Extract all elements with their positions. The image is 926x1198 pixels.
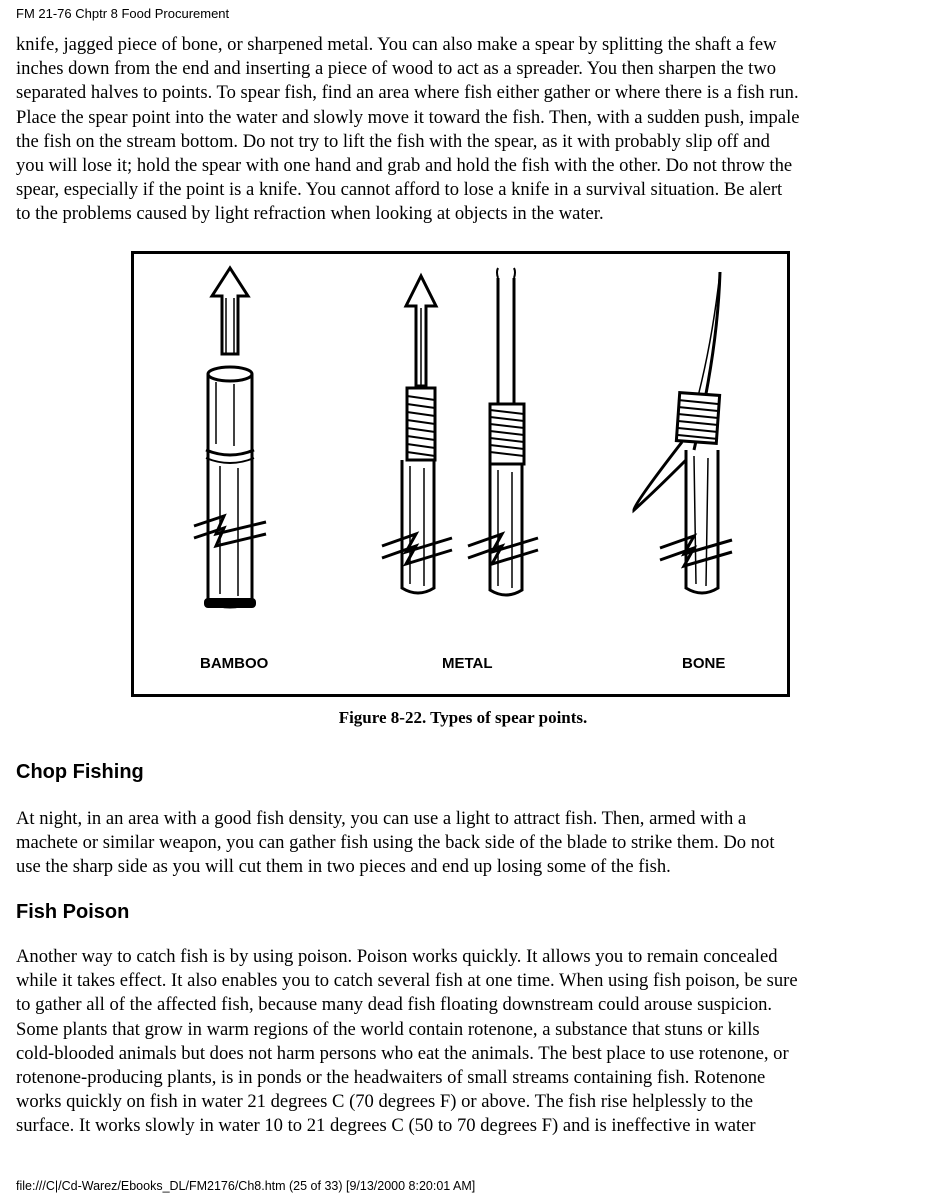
text-line: to gather all of the affected fish, because many dead fish floating downstream could arouse suspicion.: [16, 994, 773, 1016]
text-line: separated halves to points. To spear fish, find an area where fish either gather or where there is a fish run.: [16, 82, 799, 104]
text-line: At night, in an area with a good fish density, you can use a light to attract fish. Then, armed with a: [16, 808, 747, 829]
text-line: Place the spear point into the water and slowly move it toward the fish. Then, with a sudden push, impale: [16, 106, 800, 128]
label-bamboo: BAMBOO: [200, 655, 269, 672]
text-line: knife, jagged piece of bone, or sharpened metal. You can also make a spear by splitting the shaft a few: [16, 34, 777, 55]
spear-points-illustration: [134, 254, 787, 694]
text-line: while it takes effect. It also enables you to catch several fish at one time. When using fish poison, be sure: [16, 970, 798, 992]
page-header: FM 21-76 Chptr 8 Food Procurement: [16, 6, 230, 21]
text-line: use the sharp side as you will cut them in two pieces and end up losing some of the fish.: [16, 856, 671, 878]
text-line: Some plants that grow in warm regions of the world contain rotenone, a substance that stuns or kills: [16, 1018, 760, 1040]
text-line: Another way to catch fish is by using poison. Poison works quickly. It allows you to remain concealed: [16, 946, 778, 967]
paragraph-chop-fishing: [16, 807, 914, 880]
figure-caption: Figure 8-22. Types of spear points.: [338, 708, 588, 727]
heading-chop-fishing: Chop Fishing: [16, 761, 144, 783]
text-line: the fish on the stream bottom. Do not try to lift the fish with the spear, as it with probably slip off and: [16, 130, 770, 152]
text-line: you will lose it; hold the spear with one hand and grab and hold the fish with the other. Do not throw the: [16, 155, 793, 177]
heading-fish-poison: Fish Poison: [16, 901, 130, 923]
text-line: cold-blooded animals but does not harm persons who eat the animals. The best place to use rotenone, or: [16, 1042, 789, 1064]
text-line: rotenone-producing plants, is in ponds or the headwaiters of small streams containing fish. Rotenone: [16, 1067, 766, 1089]
paragraph-spear-fishing: [16, 33, 914, 227]
label-bone: BONE: [682, 655, 726, 672]
text-line: surface. It works slowly in water 10 to 21 degrees C (50 to 70 degrees F) and is ineffective in water: [16, 1115, 756, 1137]
page-footer: file:///C|/Cd-Warez/Ebooks_DL/FM2176/Ch8.htm (25 of 33) [9/13/2000 8:20:01 AM]: [16, 1179, 476, 1193]
label-metal: METAL: [442, 655, 493, 672]
spear-points-figure: [131, 251, 790, 697]
text-line: inches down from the end and inserting a piece of wood to act as a spreader. You then sharpen the two: [16, 58, 777, 80]
metal-spear-drawing: [382, 268, 538, 595]
bone-spear-drawing: [634, 272, 732, 593]
text-line: works quickly on fish in water 21 degrees C (70 degrees F) or above. The fish rise helplessly to the: [16, 1091, 754, 1113]
text-line: to the problems caused by light refraction when looking at objects in the water.: [16, 203, 604, 225]
paragraph-fish-poison: [16, 945, 914, 1139]
bamboo-spear-drawing: [194, 268, 266, 608]
text-line: spear, especially if the point is a knife. You cannot afford to lose a knife in a survival situation. Be alert: [16, 179, 783, 201]
text-line: machete or similar weapon, you can gather fish using the back side of the blade to strike them. Do not: [16, 832, 775, 854]
